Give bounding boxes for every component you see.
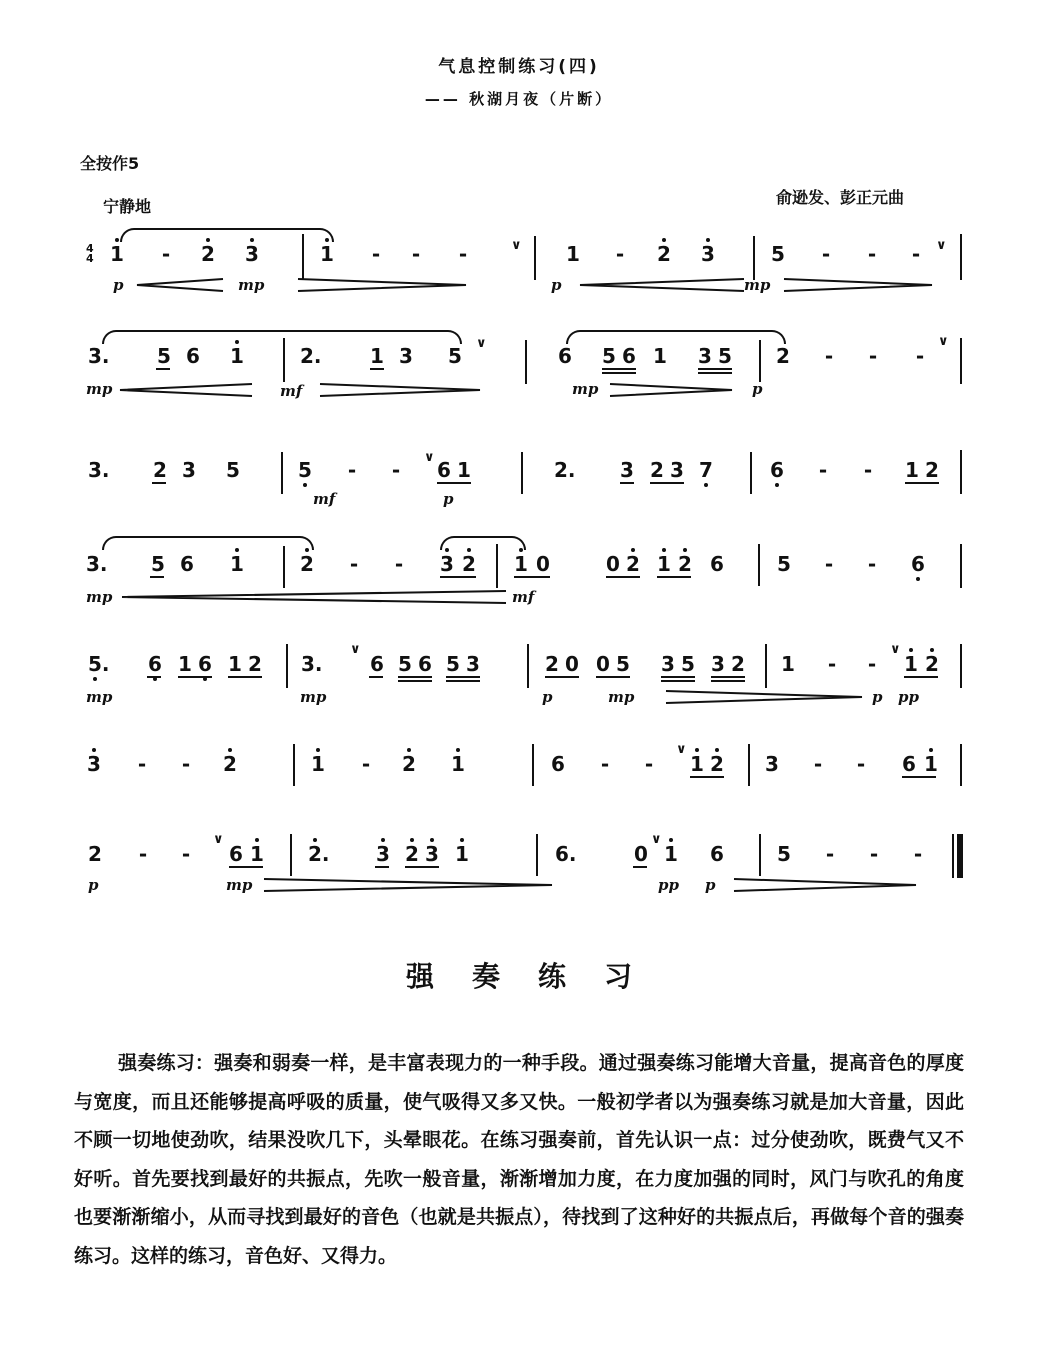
dynamic-mp: mp [572, 380, 599, 398]
dash: - [644, 752, 654, 776]
note: 1 [653, 344, 667, 368]
note: 0 [606, 552, 620, 576]
dash: - [867, 552, 877, 576]
note: 5 [398, 652, 412, 676]
underline [228, 676, 262, 678]
note: 5 . [88, 652, 110, 676]
score-row-2 [0, 328, 1038, 418]
note: 6 [370, 652, 384, 676]
note: 2 [201, 242, 215, 266]
note: 2 [545, 652, 559, 676]
underline [904, 676, 938, 678]
underline [398, 680, 432, 682]
breath-mark: ∨ [213, 832, 224, 847]
barline [283, 546, 285, 588]
barline [536, 834, 538, 876]
note: 1 [657, 552, 671, 576]
barline [281, 452, 283, 494]
note: 2 [776, 344, 790, 368]
dynamic-mp: mp [608, 688, 635, 706]
barline [750, 452, 752, 494]
barline [758, 544, 760, 586]
barline [286, 644, 288, 688]
note: 2. [554, 458, 576, 482]
score-row-3 [0, 446, 1038, 536]
dash: - [138, 842, 148, 866]
note: 3 [670, 458, 684, 482]
crescendo-hairpin [578, 278, 746, 292]
dash: - [913, 842, 923, 866]
note: 6 [186, 344, 200, 368]
underline [711, 680, 745, 682]
note: 5 [298, 458, 312, 482]
underline [905, 482, 939, 484]
dynamic-mp: mp [86, 588, 113, 606]
underline [606, 576, 640, 578]
note: 3 [711, 652, 725, 676]
dynamic-p: p [705, 876, 716, 894]
underline [369, 676, 383, 678]
barline [290, 834, 292, 876]
note: 2 [678, 552, 692, 576]
note: 1 [904, 652, 918, 676]
note: 5 [771, 242, 785, 266]
breath-mark: ∨ [676, 742, 687, 757]
note: 1 [905, 458, 919, 482]
underline [440, 576, 476, 578]
note: 7 [699, 458, 713, 482]
dash: - [821, 242, 831, 266]
note: 3. [88, 344, 110, 368]
exercise-title: 气息控制练习(四) [438, 57, 600, 77]
note: 6 [229, 842, 243, 866]
note: 2 [710, 752, 724, 776]
barline [960, 744, 962, 786]
barline [532, 744, 534, 786]
breath-mark: ∨ [350, 642, 361, 657]
note: 0 [536, 552, 550, 576]
note: 3 [182, 458, 196, 482]
note: 3 [425, 842, 439, 866]
note: 6 [902, 752, 916, 776]
underline [602, 372, 636, 374]
barline [759, 340, 761, 382]
note: 6 [710, 842, 724, 866]
note: 1 [924, 752, 938, 776]
note: 1 [455, 842, 469, 866]
exercise-subtitle: —— 秋湖月夜（片断） [424, 90, 614, 108]
dash: - [161, 242, 171, 266]
note: 6 [551, 752, 565, 776]
note: 1 [370, 344, 384, 368]
note: 2 [223, 752, 237, 776]
section-title: 强奏练习 [405, 960, 670, 993]
underline [147, 676, 161, 678]
note: 1 [230, 552, 244, 576]
dynamic-mp: mp [86, 688, 113, 706]
note: 5 [718, 344, 732, 368]
time-signature: 4 4 [86, 242, 94, 265]
note: 2 [153, 458, 167, 482]
dash: - [911, 242, 921, 266]
note: 5 [777, 552, 791, 576]
note: 5 [602, 344, 616, 368]
dynamic-p: p [551, 276, 562, 294]
dynamic-p: p [113, 276, 124, 294]
dash: - [394, 552, 404, 576]
barline [759, 834, 761, 876]
dynamic-p: p [88, 876, 99, 894]
score-row-1 [0, 226, 1038, 316]
underline [602, 368, 636, 370]
note: 3 [698, 344, 712, 368]
dynamic-mf: mf [313, 490, 336, 508]
dynamic-mp: mp [744, 276, 771, 294]
dynamic-p: p [542, 688, 553, 706]
note: 3. [86, 552, 108, 576]
breath-mark: ∨ [511, 238, 522, 253]
dash: - [347, 458, 357, 482]
note: 6. [555, 842, 577, 866]
breath-mark: ∨ [651, 832, 662, 847]
note: 0 [565, 652, 579, 676]
note: 6 [770, 458, 784, 482]
note: 6 [710, 552, 724, 576]
composer-credit: 俞逊发、彭正元曲 [776, 188, 905, 207]
tempo-marking: 宁静地 [103, 197, 152, 216]
underline [405, 866, 439, 868]
dash: - [915, 344, 925, 368]
note: 2 [405, 842, 419, 866]
dash: - [615, 242, 625, 266]
note: 2 [462, 552, 476, 576]
dynamic-mp: mp [86, 380, 113, 398]
section-paragraph: 强奏练习：强奏和弱奏一样，是丰富表现力的一种手段。通过强奏练习能增大音量，提高音色的厚度与宽度，而且还能够提高呼吸的质量，使气吸得又多又快。一般初学者以为强奏练习就是加大音量，因此不顾一切地使劲吹，结果没吹几下，头晕眼花。在练习强奏前，首先认识一点：过分使劲吹，既费气又不好听。首先要找到最好的共振点，先吹一般音量，渐渐增加力度，在力度加强的同时，风门与吹孔的角度也要渐渐缩小，从而寻找到最好的音色（也就是共振点），待找到了这种好的共振点后，再做每个音的强奏练习。这样的练习，音色好、又得力。 [74, 1052, 964, 1267]
dash: - [824, 344, 834, 368]
dynamic-pp: pp [898, 688, 919, 706]
score-row-5 [0, 634, 1038, 724]
dash: - [349, 552, 359, 576]
underline [661, 680, 695, 682]
dynamic-mp: mp [300, 688, 327, 706]
dash: - [869, 842, 879, 866]
score-row-6 [0, 740, 1038, 830]
breath-mark: ∨ [476, 336, 487, 351]
dash: - [825, 842, 835, 866]
note: 3 [466, 652, 480, 676]
note: 6 [148, 652, 162, 676]
note: 2 [88, 842, 102, 866]
barline [496, 544, 498, 588]
slur [102, 330, 462, 344]
dash: - [458, 242, 468, 266]
dynamic-p: p [872, 688, 883, 706]
dynamic-p: p [752, 380, 763, 398]
breath-mark: ∨ [424, 450, 435, 465]
barline [302, 234, 304, 280]
underline [711, 676, 745, 678]
dash: - [371, 242, 381, 266]
note: 2 [925, 652, 939, 676]
note: 6 [558, 344, 572, 368]
barline [748, 744, 750, 786]
underline [152, 482, 166, 484]
note: 6 [622, 344, 636, 368]
dash: - [137, 752, 147, 776]
note: 2 [248, 652, 262, 676]
note: 1 [566, 242, 580, 266]
underline [596, 676, 630, 678]
note: 1 [664, 842, 678, 866]
note: 3. [88, 458, 110, 482]
note: 1 [457, 458, 471, 482]
dash: - [411, 242, 421, 266]
note: 5 [616, 652, 630, 676]
final-barline [957, 834, 963, 878]
note: 6 [180, 552, 194, 576]
barline [283, 338, 285, 382]
note: 1 [230, 344, 244, 368]
decrescendo-hairpin [296, 278, 468, 292]
note: 6 [437, 458, 451, 482]
score-row-7 [0, 828, 1038, 918]
underline [437, 482, 471, 484]
note: 1 [320, 242, 334, 266]
note: 1 [311, 752, 325, 776]
underline [375, 866, 389, 868]
note: 3 [701, 242, 715, 266]
slur [566, 330, 786, 344]
breath-mark: ∨ [936, 238, 947, 253]
note: 6 [418, 652, 432, 676]
note: 6 [911, 552, 925, 576]
barline [521, 452, 523, 494]
dash: - [824, 552, 834, 576]
barline [753, 236, 755, 280]
crescendo-hairpin [120, 590, 508, 604]
note: 1 [110, 242, 124, 266]
underline [657, 576, 691, 578]
note: 5 [777, 842, 791, 866]
note: 6 [198, 652, 212, 676]
barline [527, 644, 529, 688]
score-row-4 [0, 534, 1038, 624]
note: 5 [448, 344, 462, 368]
underline [446, 676, 480, 678]
dash: - [867, 242, 877, 266]
barline [293, 744, 295, 786]
dash: - [391, 458, 401, 482]
note: 1 [451, 752, 465, 776]
note: 2 [650, 458, 664, 482]
note: 3. [301, 652, 323, 676]
note: 5 [446, 652, 460, 676]
barline [525, 340, 527, 384]
note: 1 [250, 842, 264, 866]
dash: - [181, 842, 191, 866]
note: 1 [781, 652, 795, 676]
note: 0 [634, 842, 648, 866]
note: 2 [731, 652, 745, 676]
dash: - [818, 458, 828, 482]
note: 2 [300, 552, 314, 576]
dynamic-pp: pp [658, 876, 679, 894]
underline [150, 576, 164, 578]
breath-mark: ∨ [890, 642, 901, 657]
dynamic-p: p [443, 490, 454, 508]
underline [229, 866, 263, 868]
slur [440, 536, 526, 550]
note: 0 [596, 652, 610, 676]
fingering-label: 全按作5 [80, 154, 140, 173]
barline [765, 644, 767, 688]
underline [661, 676, 695, 678]
note: 1 [178, 652, 192, 676]
dash: - [856, 752, 866, 776]
barline [534, 236, 536, 280]
dynamic-mf: mf [512, 588, 535, 606]
dash: - [863, 458, 873, 482]
dash: - [867, 652, 877, 676]
barline [952, 834, 954, 878]
note: 2. [308, 842, 330, 866]
underline [698, 368, 732, 370]
note: 2. [300, 344, 322, 368]
note: 5 [157, 344, 171, 368]
underline [398, 676, 432, 678]
underline [178, 676, 212, 678]
dynamic-mp: mp [238, 276, 265, 294]
underline [698, 372, 732, 374]
dash: - [600, 752, 610, 776]
barline [960, 450, 962, 494]
underline [633, 866, 647, 868]
decrescendo-hairpin [608, 383, 734, 397]
dash: - [868, 344, 878, 368]
note: 2 [626, 552, 640, 576]
breath-mark: ∨ [938, 334, 949, 349]
underline [156, 368, 170, 370]
dynamic-mp: mp [226, 876, 253, 894]
dash: - [181, 752, 191, 776]
underline [690, 776, 724, 778]
underline [514, 576, 550, 578]
note: 3 [87, 752, 101, 776]
underline [370, 368, 384, 370]
note: 2 [657, 242, 671, 266]
note: 3 [376, 842, 390, 866]
note: 5 [226, 458, 240, 482]
dynamic-mf: mf [280, 382, 303, 400]
note: 3 [620, 458, 634, 482]
underline [446, 680, 480, 682]
underline [545, 676, 579, 678]
decrescendo-hairpin [262, 878, 554, 892]
note: 5 [681, 652, 695, 676]
underline [620, 482, 634, 484]
crescendo-hairpin [135, 278, 225, 292]
barline [960, 644, 962, 688]
barline [960, 544, 962, 588]
underline [650, 482, 684, 484]
decrescendo-hairpin [732, 878, 918, 892]
note: 3 [245, 242, 259, 266]
dash: - [361, 752, 371, 776]
dash: - [813, 752, 823, 776]
note: 1 [514, 552, 528, 576]
note: 3 [765, 752, 779, 776]
decrescendo-hairpin [318, 383, 482, 397]
note: 3 [399, 344, 413, 368]
note: 2 [925, 458, 939, 482]
decrescendo-hairpin [782, 278, 934, 292]
dash: - [827, 652, 837, 676]
note: 1 [690, 752, 704, 776]
note: 2 [402, 752, 416, 776]
note: 3 [440, 552, 454, 576]
barline [960, 338, 962, 384]
decrescendo-hairpin [664, 690, 864, 704]
crescendo-hairpin [118, 383, 254, 397]
note: 5 [151, 552, 165, 576]
barline [960, 234, 962, 280]
underline [902, 776, 936, 778]
note: 3 [661, 652, 675, 676]
note: 1 [228, 652, 242, 676]
